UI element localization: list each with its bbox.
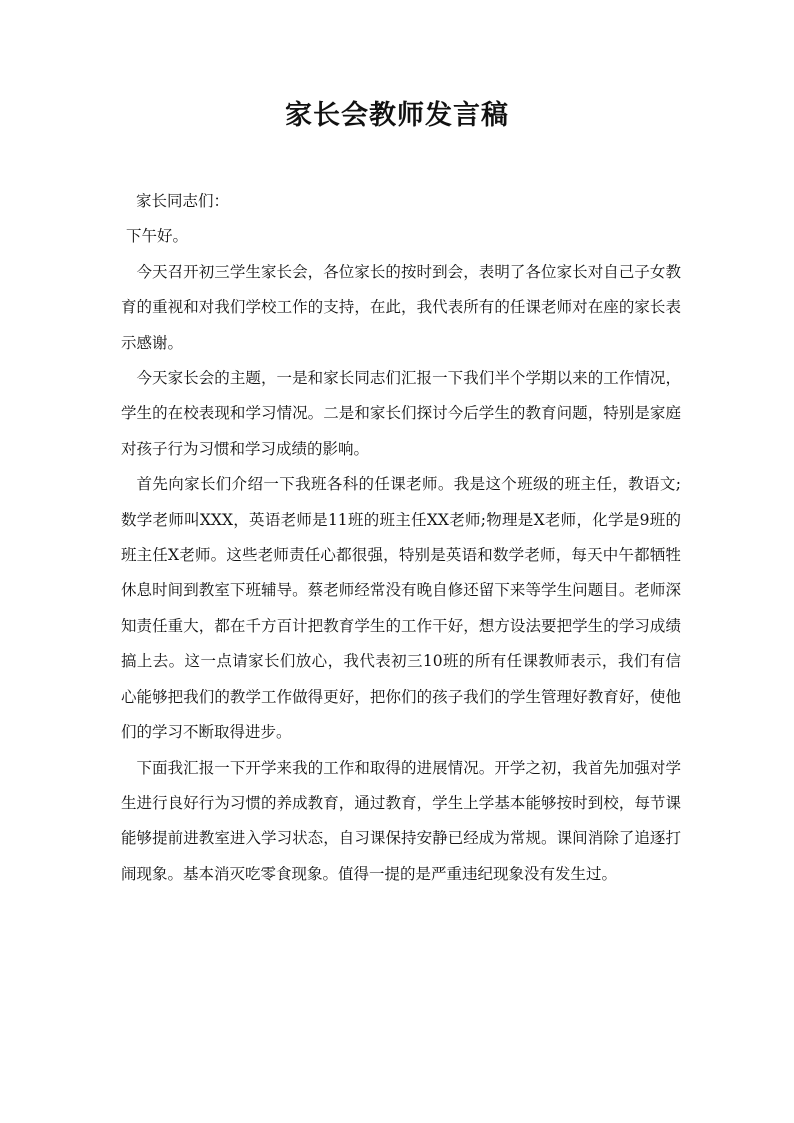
paragraph-teachers: 首先向家长们介绍一下我班各科的任课老师。我是这个班级的班主任，教语文;数学老师叫XXX，英语老师是11班的班主任XX老师;物理是X老师，化学是9班的班主任X老师。这些老师责任心都很强，特别是英语和数学老师，每天中午都牺牲休息时间到教室下班辅导。蔡老师经常没有晚自修还留下来等学生问题目。老师深知责任重大，都在千方百计把教育学生的工作干好，想方设法要把学生的学习成绩搞上去。这一点请家长们放心，我代表初三10班的所有任课教师表示，我们有信心能够把我们的教学工作做得更好，把你们的孩子我们的学生管理好教育好，使他们的学习不断取得进步。 — [121, 475, 681, 742]
paragraph-progress: 下面我汇报一下开学来我的工作和取得的进展情况。开学之初，我首先加强对学生进行良好行为习惯的养成教育，通过教育，学生上学基本能够按时到校，每节课能够提前进教室进入学习状态，自习课保持安静已经成为常规。课间消除了追逐打闹现象。基本消灭吃零食现象。值得一提的是严重违纪现象没有发生过。 — [121, 758, 681, 883]
document-body — [121, 184, 681, 892]
greeting: 下午好。 — [126, 227, 189, 246]
paragraph-theme: 今天家长会的主题，一是和家长同志们汇报一下我们半个学期以来的工作情况，学生的在校表现和学习情况。二是和家长们探讨今后学生的教育问题，特别是家庭对孩子行为习惯和学习成绩的影响。 — [121, 369, 681, 458]
document-title: 家长会教师发言稿 — [285, 100, 509, 131]
salutation: 家长同志们： — [136, 192, 230, 210]
paragraph-opening: 今天召开初三学生家长会，各位家长的按时到会，表明了各位家长对自己子女教育的重视和对我们学校工作的支持，在此，我代表所有的任课老师对在座的家长表示感谢。 — [121, 262, 681, 352]
